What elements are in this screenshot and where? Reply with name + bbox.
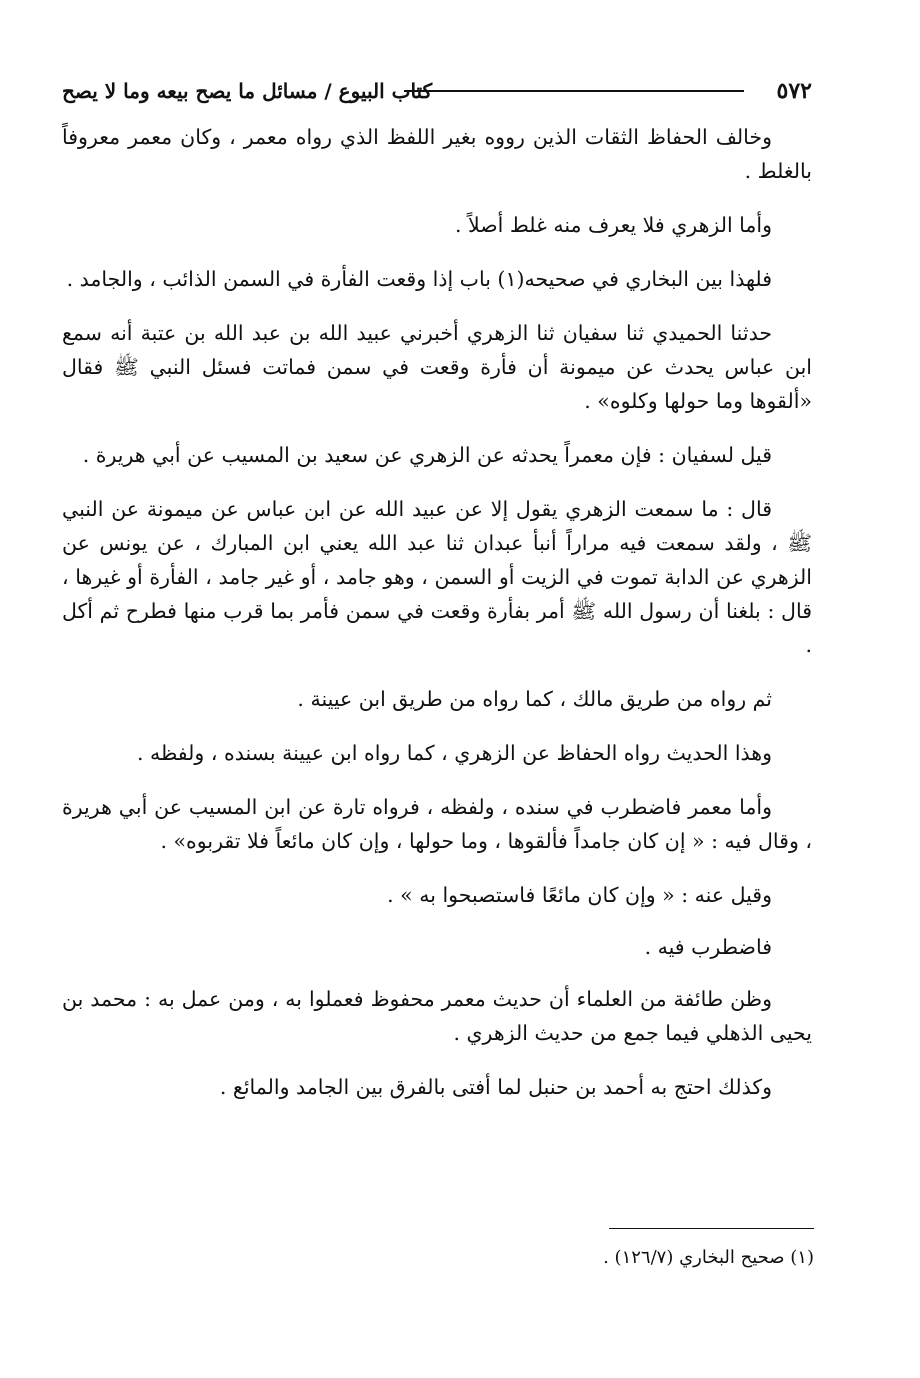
paragraph: وقيل عنه : « وإن كان مائعًا فاستصبحوا به » . [387,883,772,907]
running-title: كتاب البيوع / مسائل ما يصح بيعه وما لا يصح [62,79,433,103]
paragraph: حدثنا الحميدي ثنا سفيان ثنا الزهري أخبرني عبيد الله بن عبد الله بن عتبة أنه سمع ابن عباس يحدث عن ميمونة أن فأرة وقعت في سمن فماتت فسئل النبي ﷺ فقال «ألقوها وما حولها وكلوه» . [62,321,812,413]
paragraph: ثم رواه من طريق مالك ، كما رواه من طريق ابن عيينة . [297,687,772,711]
header-rule [404,90,744,92]
paragraph: قيل لسفيان : فإن معمراً يحدثه عن الزهري عن سعيد بن المسيب عن أبي هريرة . [82,443,772,467]
footnote-rule [609,1228,814,1229]
page-header [62,76,812,112]
main-text [62,120,812,1124]
paragraph: وظن طائفة من العلماء أن حديث معمر محفوظ فعملوا به ، ومن عمل به : محمد بن يحيى الذهلي فيما جمع من حديث الزهري . [62,987,812,1045]
paragraph: فاضطرب فيه . [644,935,772,959]
paragraph: وهذا الحديث رواه الحفاظ عن الزهري ، كما رواه ابن عيينة بسنده ، ولفظه . [136,741,772,765]
footnote: (١) صحيح البخاري (١٢٦/٧) . [603,1247,814,1268]
paragraph: وكذلك احتج به أحمد بن حنبل لما أفتى بالفرق بين الجامد والمائع . [219,1075,772,1099]
paragraph: قال : ما سمعت الزهري يقول إلا عن عبيد الله عن ابن عباس عن ميمونة عن النبي ﷺ ، ولقد سمعت فيه مراراً أنبأ عبدان ثنا عبد الله يعني ابن المبارك ، عن يونس عن الزهري عن الدابة تموت في الزيت أو السمن ، وهو جامد ، أو غير جامد ، الفأرة أو غيرها ، قال : بلغنا أن رسول الله ﷺ أمر بفأرة وقعت في سمن فأمر بما قرب منها فطرح ثم أكل . [62,497,812,657]
paragraph: فلهذا بين البخاري في صحيحه(١) باب إذا وقعت الفأرة في السمن الذائب ، والجامد . [66,267,772,291]
paragraph: وأما معمر فاضطرب في سنده ، ولفظه ، فرواه تارة عن ابن المسيب عن أبي هريرة ، وقال فيه : « إن كان جامداً فألقوها ، وما حولها ، وإن كان مائعاً فلا تقربوه» . [62,795,812,853]
paragraph: وخالف الحفاظ الثقات الذين رووه بغير اللفظ الذي رواه معمر ، وكان معمر معروفاً بالغلط . [62,125,812,183]
page-number: ٥٧٢ [776,78,812,104]
paragraph: وأما الزهري فلا يعرف منه غلط أصلاً . [454,213,772,237]
